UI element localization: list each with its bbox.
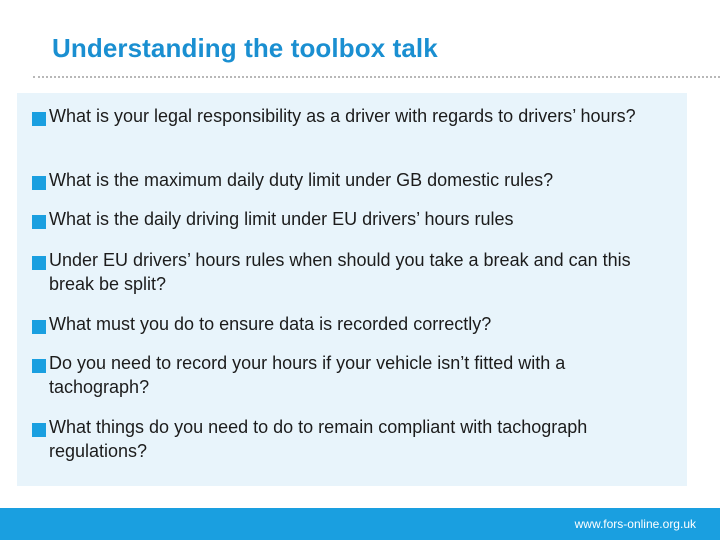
square-bullet-icon bbox=[32, 256, 46, 270]
question-text: What things do you need to do to remain compliant with tachograph regulations? bbox=[49, 417, 588, 461]
dotted-divider bbox=[33, 76, 720, 78]
square-bullet-icon bbox=[32, 176, 46, 190]
question-text: What must you do to ensure data is recorded correctly? bbox=[49, 314, 492, 334]
square-bullet-icon bbox=[32, 112, 46, 126]
questions-panel bbox=[17, 93, 687, 486]
square-bullet-icon bbox=[32, 320, 46, 334]
footer-url: www.fors-online.org.uk bbox=[574, 517, 696, 531]
question-text: Under EU drivers’ hours rules when should you take a break and can this break be split? bbox=[49, 250, 631, 294]
square-bullet-icon bbox=[32, 423, 46, 437]
question-text: What is the daily driving limit under EU drivers’ hours rules bbox=[49, 209, 514, 229]
square-bullet-icon bbox=[32, 359, 46, 373]
footer-bar bbox=[0, 508, 720, 540]
square-bullet-icon bbox=[32, 215, 46, 229]
question-text: Do you need to record your hours if your vehicle isn’t fitted with a tachograph? bbox=[49, 353, 566, 397]
question-text: What is the maximum daily duty limit under GB domestic rules? bbox=[49, 170, 554, 190]
question-text: What is your legal responsibility as a driver with regards to drivers’ hours? bbox=[49, 106, 636, 126]
slide-title: Understanding the toolbox talk bbox=[52, 33, 438, 63]
